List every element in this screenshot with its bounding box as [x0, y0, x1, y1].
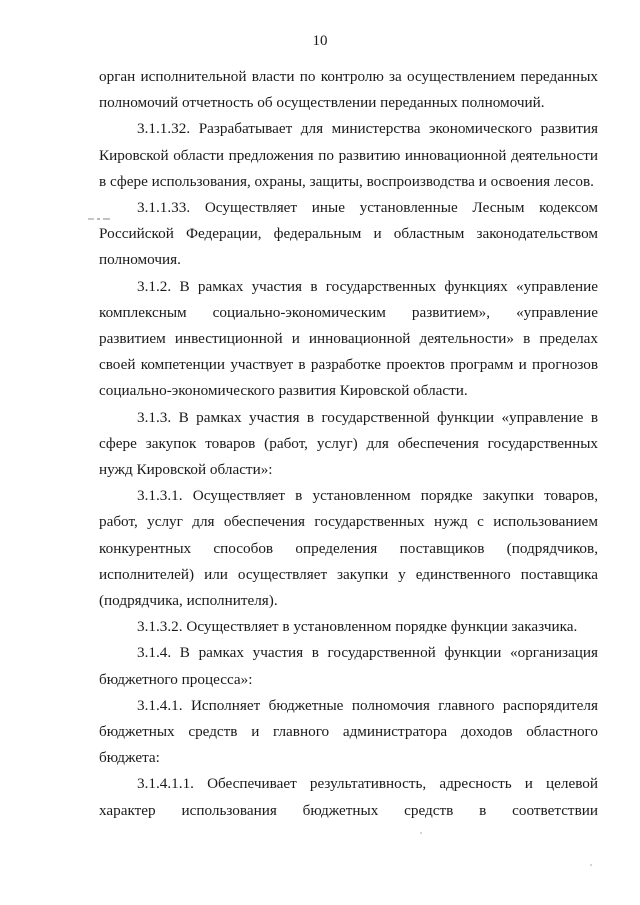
paragraph-3-1-4: 3.1.4. В рамках участия в государственной функции «организация бюджетного процесса»:: [99, 644, 598, 688]
scan-artifact-dot: [420, 832, 422, 834]
page-number: 10: [312, 33, 328, 49]
paragraph-3-1-2: 3.1.2. В рамках участия в государственных функциях «управление комплексным социально-экономическим развитием», «управление развитием инвестиционной и инновационной деятельности» в пределах своей компетенции участвует в разработке проектов программ и прогнозов социально-экономического развития Кировской области.: [99, 277, 598, 400]
paragraph-3-1-3-2: 3.1.3.2. Осуществляет в установленном порядке функции заказчика.: [137, 618, 578, 636]
document-body: [99, 64, 598, 824]
paragraph-3-1-3: 3.1.3. В рамках участия в государственной функции «управление в сфере закупок товаров (работ, услуг) для обеспечения государственных нужд Кировской области»:: [99, 408, 598, 479]
paragraph-continuation: орган исполнительной власти по контролю за осуществлением переданных полномочий отчетность об осуществлении переданных полномочий.: [99, 68, 598, 112]
paragraph-3-1-4-1-1: 3.1.4.1.1. Обеспечивает результативность, адресность и целевой характер использования бюджетных средств в соответствии: [99, 775, 598, 819]
paragraph-3-1-4-1: 3.1.4.1. Исполняет бюджетные полномочия главного распорядителя бюджетных средств и главного администратора доходов областного бюджета:: [99, 696, 598, 767]
paragraph-3-1-1-32: 3.1.1.32. Разрабатывает для министерства экономического развития Кировской области предложения по развитию инновационной деятельности в сфере использования, охраны, защиты, воспроизводства и освоения лесов.: [99, 120, 598, 190]
paragraph-3-1-3-1: 3.1.3.1. Осуществляет в установленном порядке закупки товаров, работ, услуг для обеспечения государственных нужд с использованием конкурентных способов определения поставщиков (подрядчиков, исполнителей) или осуществляет закупки у единственного поставщика (подрядчика, исполнителя).: [99, 487, 598, 610]
scan-artifact-dot: [590, 864, 592, 866]
paragraph-3-1-1-33: 3.1.1.33. Осуществляет иные установленные Лесным кодексом Российской Федерации, федеральным и областным законодательством полномочия.: [99, 199, 598, 269]
